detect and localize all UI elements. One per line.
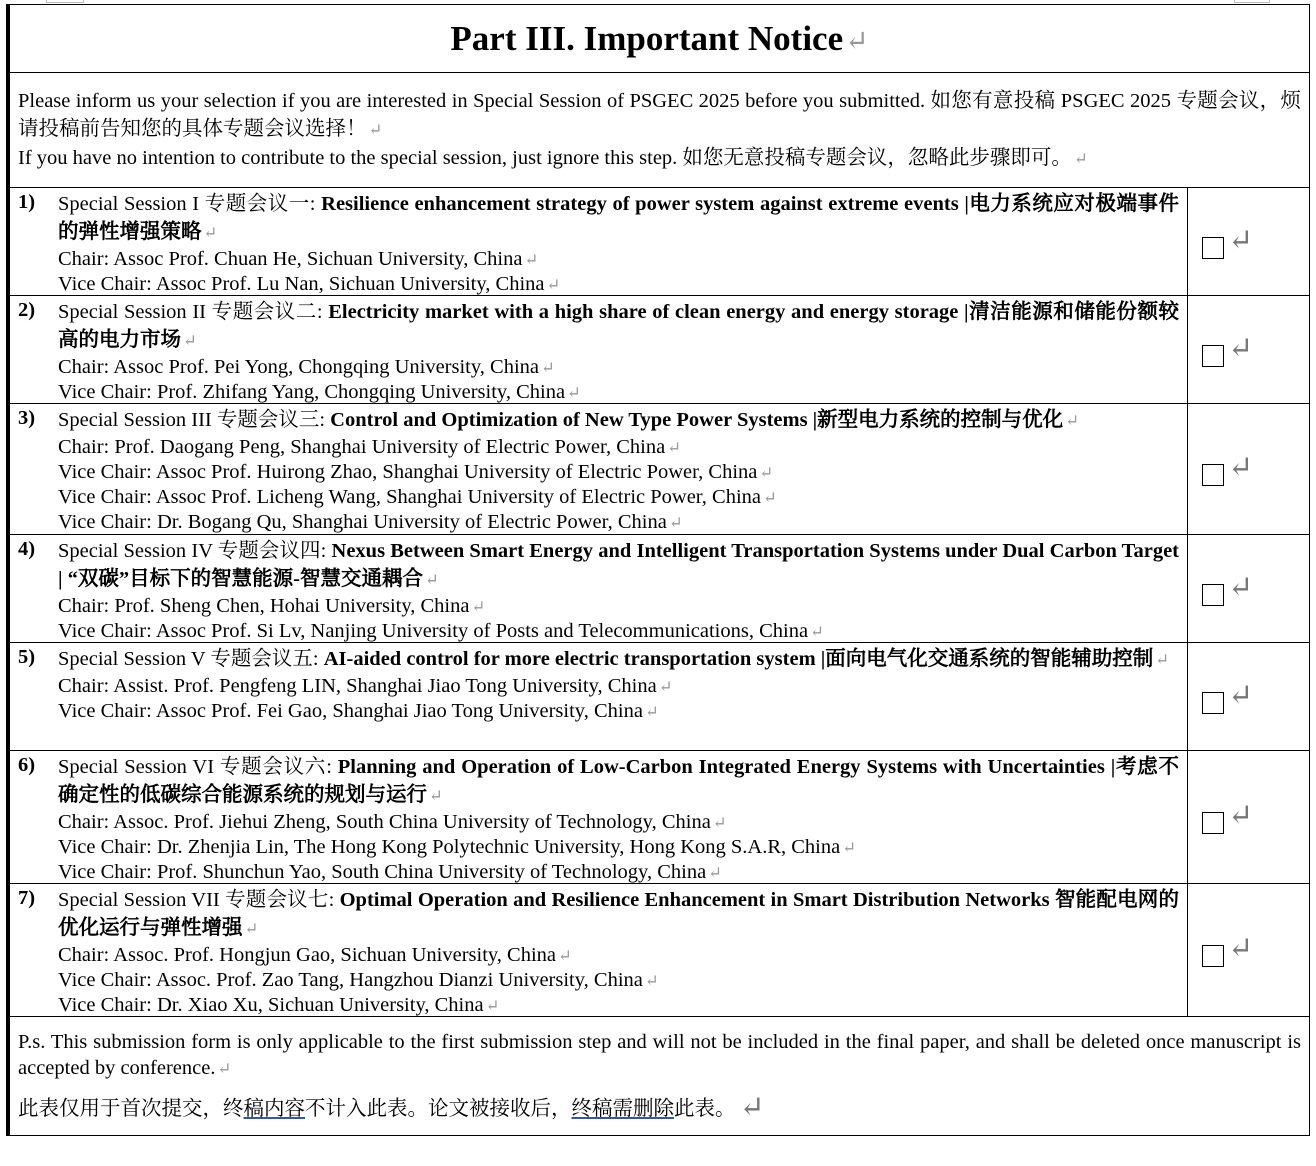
paragraph-mark-icon: ↵ [567,383,581,402]
session-chair: Chair: Assoc Prof. Pei Yong, Chongqing University, China ↵ [58,356,555,378]
paragraph-mark-icon: ↵ [759,463,774,482]
session-vice-chair: Vice Chair: Prof. Zhifang Yang, Chongqing University, China ↵ [58,381,581,403]
session-row [10,643,1309,751]
session-vice-chair: Vice Chair: Dr. Zhenjia Lin, The Hong Kong Polytechnic University, Hong Kong S.A.R, China ↵ [58,836,856,858]
session-checkbox[interactable] [1202,812,1224,834]
intro-line-1: Please inform us your selection if you are interested in Special Session of PSGEC 2025 before you submitted. 如您有意投稿 PSGEC 2025 专题会议，烦请投稿前告知您的具体专题会议选择！ ↵ [18,90,1301,140]
session-number: 7) [18,887,36,909]
paragraph-mark-icon: ↵ [424,570,439,589]
paragraph-mark-icon: ↵ [541,358,555,377]
paragraph-mark-icon: ↵ [810,622,824,641]
paragraph-mark-icon: ↵ [217,1059,232,1078]
paragraph-mark-icon: ↵ [712,813,727,832]
paragraph-mark-icon: ↵ [1228,331,1254,365]
paragraph-mark-icon: ↵ [1073,149,1088,168]
paragraph-mark-icon: ↵ [845,26,869,57]
selection-cell [1188,404,1309,534]
paragraph-mark-icon: ↵ [1228,799,1254,832]
session-checkbox[interactable] [1202,237,1224,259]
ruler-marker-left [46,0,84,3]
title-text: Part III. Important Notice [450,19,844,58]
paragraph-mark-icon: ↵ [558,946,572,965]
paragraph-mark-icon: ↵ [842,838,856,857]
session-details [10,404,1188,534]
session-vice-chair: Vice Chair: Assoc Prof. Si Lv, Nanjing University of Posts and Telecommunications, China ↵ [58,620,824,642]
session-checkbox[interactable] [1202,345,1224,367]
session-chair: Chair: Prof. Sheng Chen, Hohai University, China ↵ [58,595,486,617]
paragraph-mark-icon: ↵ [1228,223,1254,257]
session-details [10,188,1188,295]
session-row [10,884,1309,1017]
paragraph-mark-icon: ↵ [429,786,443,805]
session-number: 4) [18,538,36,560]
selection-cell [1188,296,1309,403]
session-label: Special Session VI 专题会议六: [58,756,338,778]
session-vice-chair: Vice Chair: Prof. Shunchun Yao, South China University of Technology, China ↵ [58,861,722,883]
paragraph-mark-icon: ↵ [546,275,561,294]
session-topic: AI-aided control for more electric transportation system |面向电气化交通系统的智能辅助控制 [323,648,1154,670]
paragraph-mark-icon: ↵ [708,863,722,882]
session-checkbox[interactable] [1202,584,1224,606]
selection-cell [1188,188,1309,295]
page-title [10,5,1309,73]
session-title [58,537,1179,594]
selection-cell [1188,751,1309,883]
session-row [10,535,1309,643]
selection-cell [1188,643,1309,750]
session-row [10,296,1309,404]
session-topic: Control and Optimization of New Type Power Systems |新型电力系统的控制与优化 [330,409,1064,431]
session-details [10,751,1188,883]
session-row [10,188,1309,296]
postscript-english: P.s. This submission form is only applicable to the first submission step and will not be included in the final paper, and shall be deleted once manuscript is accepted by conference. ↵ [18,1031,1301,1079]
session-chair: Chair: Assoc. Prof. Hongjun Gao, Sichuan University, China ↵ [58,944,572,966]
paragraph-mark-icon: ↵ [524,250,539,269]
session-label: Special Session II 专题会议二: [58,301,329,323]
session-topic: Resilience enhancement strategy of power system against extreme events |电力系统应对极端事件的弹性增强策略 [58,193,1179,243]
paragraph-mark-icon: ↵ [658,677,673,696]
session-number: 5) [18,646,36,668]
paragraph-mark-icon: ↵ [368,120,383,139]
session-title [58,886,1179,943]
session-label: Special Session III 专题会议三: [58,409,331,431]
paragraph-mark-icon: ↵ [183,331,197,350]
session-chair: Chair: Assoc Prof. Chuan He, Sichuan University, China ↵ [58,248,539,270]
session-title [58,406,1179,435]
session-label: Special Session I 专题会议一: [58,193,322,215]
paragraph-mark-icon: ↵ [1065,411,1079,430]
paragraph-mark-icon: ↵ [763,488,777,507]
paragraph-mark-icon: ↵ [667,438,681,457]
session-topic: Nexus Between Smart Energy and Intelligent Transportation Systems under Dual Carbon Target | “双碳”目标下的智慧能源-智慧交通耦合 [58,540,1180,590]
session-chair: Chair: Assist. Prof. Pengfeng LIN, Shanghai Jiao Tong University, China ↵ [58,675,673,697]
session-vice-chair: Vice Chair: Dr. Xiao Xu, Sichuan University, China ↵ [58,994,500,1016]
paragraph-mark-icon: ↵ [1228,678,1254,712]
postscript-chinese: 此表仅用于首次提交，终稿内容不计入此表。论文被接收后，终稿需删除此表。 ↵ [10,1082,1309,1136]
session-checkbox[interactable] [1202,692,1224,714]
paragraph-mark-icon: ↵ [244,919,259,938]
paragraph-mark-icon: ↵ [644,702,659,721]
paragraph-mark-icon: ↵ [644,971,659,990]
session-topic: Planning and Operation of Low-Carbon Integrated Energy Systems with Uncertainties |考虑不确定性的低碳综合能源系统的规划与运行 [58,756,1179,806]
session-topic: Electricity market with a high share of clean energy and energy storage |清洁能源和储能份额较高的电力市场 [58,301,1180,351]
paragraph-mark-icon: ↵ [1228,570,1254,604]
session-title [58,298,1179,355]
notice-table [6,4,1310,1136]
session-details [10,296,1188,403]
session-row [10,404,1309,535]
session-chair: Chair: Assoc. Prof. Jiehui Zheng, South China University of Technology, China ↵ [58,811,727,833]
session-details [10,643,1188,750]
session-topic: Optimal Operation and Resilience Enhancement in Smart Distribution Networks 智能配电网的优化运行与弹性增强 [58,889,1179,939]
selection-cell [1188,884,1309,1016]
paragraph-mark-icon: ↵ [1228,451,1254,484]
session-checkbox[interactable] [1202,464,1224,486]
session-number: 3) [18,407,36,429]
session-vice-chair: Vice Chair: Assoc Prof. Fei Gao, Shanghai Jiao Tong University, China ↵ [58,700,659,722]
session-vice-chair: Vice Chair: Dr. Bogang Qu, Shanghai University of Electric Power, China ↵ [58,511,683,533]
session-row [10,751,1309,884]
session-details [10,884,1188,1016]
ruler-marker-right [1234,0,1270,3]
session-details [10,535,1188,642]
session-title [58,645,1179,674]
intro-section [10,73,1309,188]
selection-cell [1188,535,1309,642]
session-number: 6) [18,754,36,776]
session-number: 2) [18,299,36,321]
session-list [10,188,1309,1017]
session-label: Special Session VII 专题会议七: [58,889,340,911]
session-vice-chair: Vice Chair: Assoc. Prof. Zao Tang, Hangzhou Dianzi University, China ↵ [58,969,659,991]
session-vice-chair: Vice Chair: Assoc Prof. Licheng Wang, Shanghai University of Electric Power, China ↵ [58,486,777,508]
paragraph-mark-icon: ↵ [485,996,500,1015]
session-number: 1) [18,191,36,213]
session-checkbox[interactable] [1202,945,1224,967]
session-label: Special Session V 专题会议五: [58,648,324,670]
session-vice-chair: Vice Chair: Assoc Prof. Huirong Zhao, Shanghai University of Electric Power, China ↵ [58,461,774,483]
paragraph-mark-icon: ↵ [1228,932,1254,965]
paragraph-mark-icon: ↵ [739,1091,765,1124]
paragraph-mark-icon: ↵ [1155,650,1170,669]
session-vice-chair: Vice Chair: Assoc Prof. Lu Nan, Sichuan University, China ↵ [58,273,561,295]
session-label: Special Session IV 专题会议四: [58,540,332,562]
paragraph-mark-icon: ↵ [668,513,683,532]
session-title [58,753,1179,810]
paragraph-mark-icon: ↵ [203,223,218,242]
session-chair: Chair: Prof. Daogang Peng, Shanghai University of Electric Power, China ↵ [58,436,681,458]
intro-line-2: If you have no intention to contribute to the special session, just ignore this step. 如您无意投稿专题会议，忽略此步骤即可。 ↵ [18,147,1088,169]
paragraph-mark-icon: ↵ [471,597,486,616]
session-title [58,190,1179,247]
